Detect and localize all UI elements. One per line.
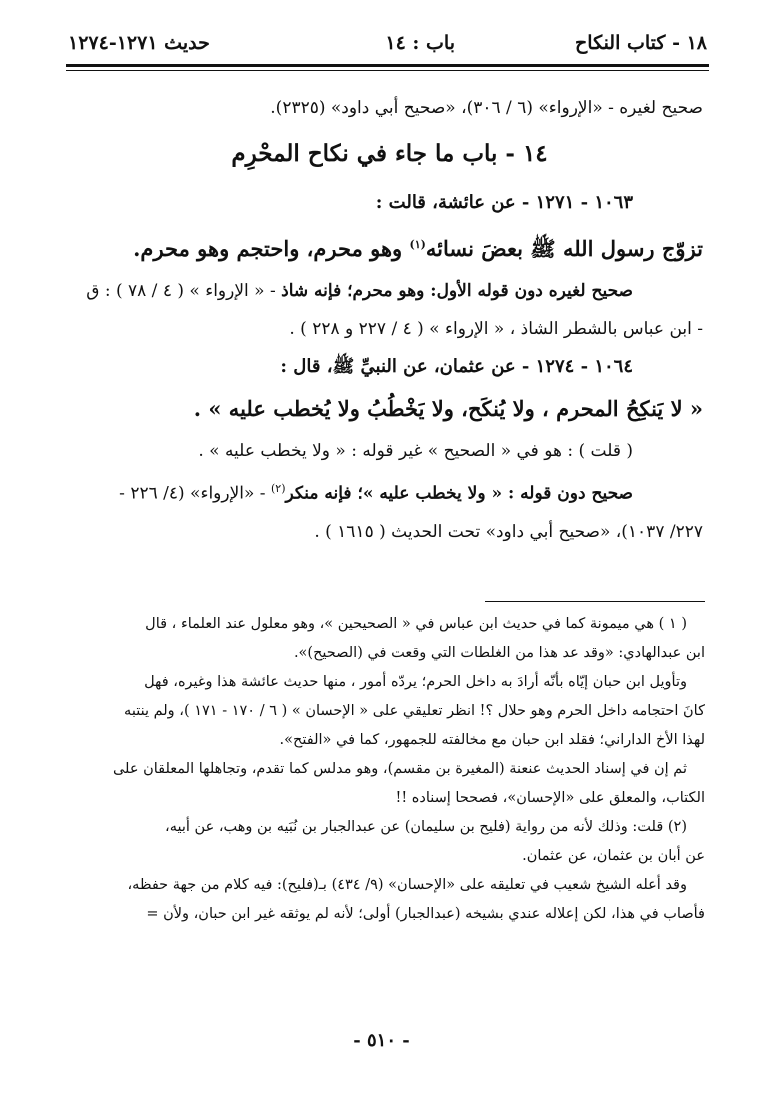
hadith2-grade-line2: ٢٢٧/ ١٠٣٧)، «صحيح أبي داود» تحت الحديث ( ١٦١٥ ) . bbox=[314, 521, 703, 542]
hadith1-grade bbox=[76, 272, 703, 310]
running-header bbox=[68, 28, 707, 62]
footnote-line: (٢) قلت: وذلك لأنه من رواية (فليح بن سليمان) عن عبدالجبار بن نُبَيه بن وهب، عن أبيه، bbox=[165, 819, 687, 835]
footnote-line: الكتاب، والمعلق على «الإحسان»، فصححا إسناده !! bbox=[395, 790, 705, 806]
footnote-line: فأصاب في هذا، لكن إعلاله عندي بشيخه (عبدالجبار) أولى؛ لأنه لم يوثقه غير ابن حبان، ولأن = bbox=[146, 906, 705, 922]
footnote-separator bbox=[485, 601, 705, 602]
footnote-line: ثم إن في إسناد الحديث عنعنة (المغيرة بن مقسم)، وهو مدلس كما تقدم، وتجاهلها المعلقان على bbox=[112, 761, 687, 777]
hadith1-text-b: وهو محرم، واحتجم وهو محرم. bbox=[133, 236, 410, 261]
header-hadith-range: حديث ١٢٧١-١٢٧٤ bbox=[68, 32, 210, 54]
footnote-line: كانَ احتجامه داخل الحرم وهو حلال ؟! انظر تعليقي على « الإحسان » ( ٦ / ١٧٠ - ١٧١ )، ولم ينتبه bbox=[124, 703, 705, 719]
hadith1-text-a: تزوّج رسول الله ﷺ بعضَ نسائه bbox=[425, 236, 703, 261]
hadith2-text: « لا يَنكِحُ المحرم ، ولا يُنكَح، ولا يَخْطُبُ ولا يُخطب عليه » . bbox=[193, 396, 703, 421]
hadith2-grade-bold: صحيح دون قوله : « ولا يخطب عليه »؛ فإنه منكر bbox=[285, 483, 633, 504]
hadith1-grade-bold: صحيح لغيره دون قوله الأول: وهو محرم؛ فإنه شاذ bbox=[281, 281, 633, 301]
hadith1-text bbox=[76, 222, 703, 272]
footnote-line: عن أبان بن عثمان، عن عثمان. bbox=[522, 848, 705, 864]
chapter-title: ١٤ - باب ما جاء في نكاح المحْرِم bbox=[231, 140, 548, 167]
hadith1-grade-rest: - « الإرواء » ( ٤ / ٧٨ ) : ق bbox=[86, 281, 282, 301]
footnote-line: وتأويل ابن حبان إيّاه بأنّه أرادَ به داخل الحرم؛ يردّه أمور ، منها حديث عائشة هذا وغيره، فهل bbox=[144, 674, 687, 690]
hadith2-grade bbox=[76, 470, 703, 513]
header-book-title: ١٨ - كتاب النكاح bbox=[575, 32, 707, 54]
footnotes bbox=[62, 610, 705, 929]
source-line: صحيح لغيره - «الإرواء» (٦ / ٣٠٦)، «صحيح أبي داود» (٢٣٢٥). bbox=[270, 98, 703, 118]
main-text bbox=[76, 88, 703, 551]
hadith2-remark: ( قلت ) : هو في « الصحيح » غير قوله : « ولا يخطب عليه » . bbox=[198, 441, 633, 461]
footnote-marker-1[interactable]: (١) bbox=[409, 238, 426, 251]
footnote-line: لهذا الأخ الداراني؛ فقلد ابن حبان مع مخالفته للجمهور، كما في «الفتح». bbox=[279, 732, 705, 748]
header-chapter: باب : ١٤ bbox=[385, 32, 455, 54]
footnote-marker-2[interactable]: (٢) bbox=[270, 482, 286, 495]
header-rule-thin bbox=[66, 70, 709, 71]
hadith2-grade-rest: - «الإرواء» (٤/ ٢٢٦ - bbox=[119, 483, 271, 504]
hadith1-number-line: ١٠٦٣ - ١٢٧١ - عن عائشة، قالت : bbox=[375, 192, 633, 213]
footnote-line: ابن عبدالهادي: «وقد عد هذا من الغلطات التي وقعت في (الصحيح)». bbox=[293, 645, 705, 661]
page-number: - ٥١٠ - bbox=[353, 1030, 410, 1051]
header-rule-thick bbox=[66, 64, 709, 67]
footnote-line: وقد أعله الشيخ شعيب في تعليقه على «الإحسان» (٩/ ٤٣٤) بـ(فليح): فيه كلام من جهة حفظه، bbox=[127, 877, 687, 893]
hadith1-grade-line2: - ابن عباس بالشطر الشاذ ، « الإرواء » ( ٤ / ٢٢٧ و ٢٢٨ ) . bbox=[289, 319, 703, 339]
footnote-line: ( ١ ) هي ميمونة كما في حديث ابن عباس في « الصحيحين »، وهو معلول عند العلماء ، قال bbox=[145, 616, 687, 632]
hadith2-number-line: ١٠٦٤ - ١٢٧٤ - عن عثمان، عن النبيِّ ﷺ، قال : bbox=[280, 356, 633, 377]
